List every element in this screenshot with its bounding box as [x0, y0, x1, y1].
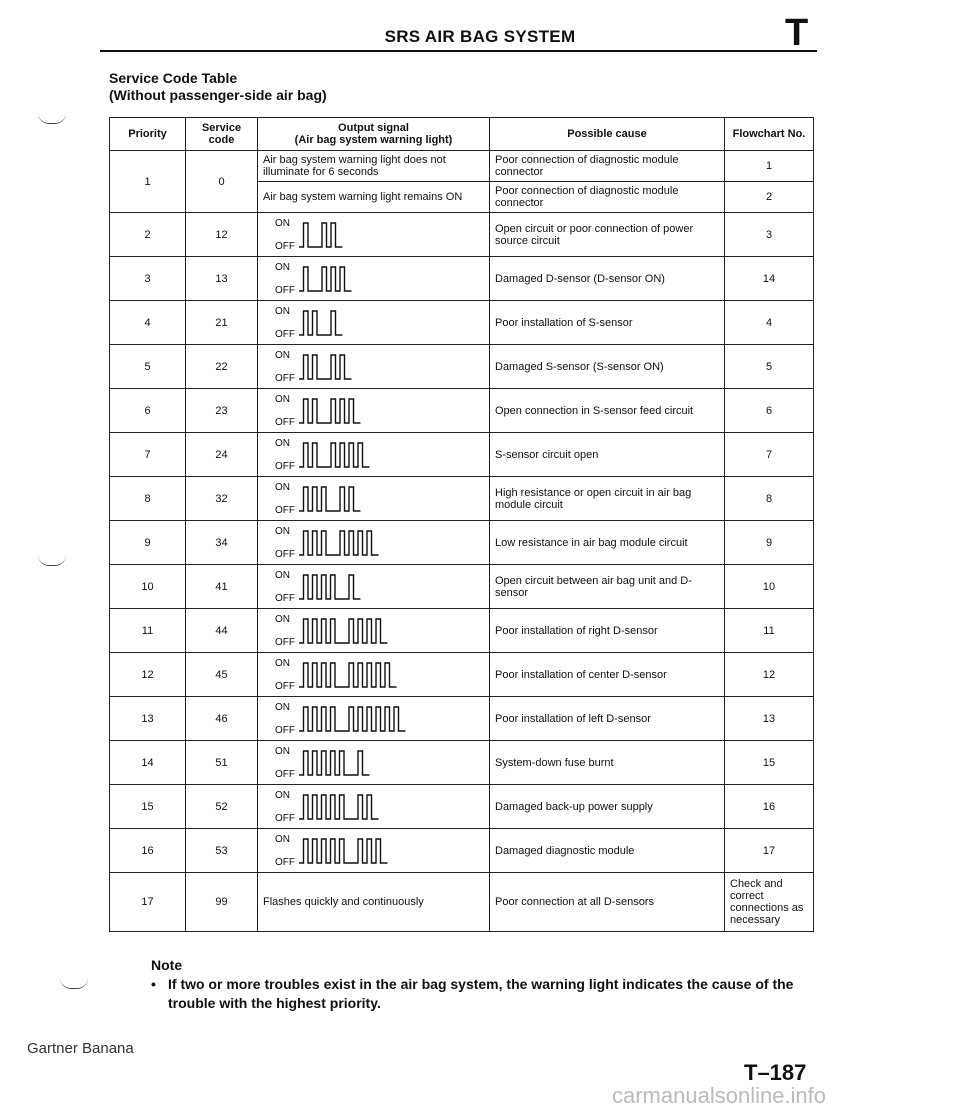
possible-cause-cell: Open circuit between air bag unit and D-sensor: [490, 565, 725, 609]
service-code-cell: 24: [186, 433, 258, 477]
priority-cell: 9: [110, 521, 186, 565]
table-row: [110, 301, 814, 345]
waveform-line: [299, 575, 361, 599]
signal-pattern: [263, 785, 484, 828]
output-signal-waveform: [299, 349, 354, 383]
signal-pattern: [263, 301, 484, 344]
priority-cell: 5: [110, 345, 186, 389]
waveform-line: [299, 311, 343, 335]
waveform-line: [299, 443, 370, 467]
priority-cell: 6: [110, 389, 186, 433]
flowchart-cell: 14: [725, 257, 814, 301]
binding-mark: [38, 113, 66, 124]
service-code-cell: 51: [186, 741, 258, 785]
output-signal-cell: [258, 741, 490, 785]
waveform-line: [299, 355, 352, 379]
signal-pattern: [263, 609, 484, 652]
possible-cause-cell: Damaged back-up power supply: [490, 785, 725, 829]
signal-off-label: OFF: [275, 725, 295, 736]
service-code-cell: 0: [186, 151, 258, 213]
waveform-line: [299, 399, 361, 423]
flowchart-cell: 1: [725, 151, 814, 182]
signal-off-label: OFF: [275, 329, 295, 340]
waveform-line: [299, 223, 343, 247]
possible-cause-cell: High resistance or open circuit in air bag module circuit: [490, 477, 725, 521]
priority-cell: 16: [110, 829, 186, 873]
priority-cell: 11: [110, 609, 186, 653]
service-code-cell: 13: [186, 257, 258, 301]
column-header-output-signal: [258, 118, 490, 151]
priority-cell: 3: [110, 257, 186, 301]
signal-pattern: [263, 433, 484, 476]
table-row: [110, 433, 814, 477]
signal-on-label: ON: [275, 570, 290, 581]
possible-cause-cell: Low resistance in air bag module circuit: [490, 521, 725, 565]
flowchart-cell: 4: [725, 301, 814, 345]
signal-on-label: ON: [275, 658, 290, 669]
possible-cause-cell: System-down fuse burnt: [490, 741, 725, 785]
column-header-priority: Priority: [110, 118, 186, 151]
signal-off-label: OFF: [275, 857, 295, 868]
possible-cause-cell: Poor connection of diagnostic module connector: [490, 182, 725, 213]
signal-off-label: OFF: [275, 681, 295, 692]
output-signal-waveform: [299, 657, 399, 691]
signal-pattern: [263, 653, 484, 696]
signal-pattern: [263, 345, 484, 388]
flowchart-cell: 10: [725, 565, 814, 609]
waveform-line: [299, 267, 352, 291]
output-signal-waveform: [299, 481, 363, 515]
signal-pattern: [263, 521, 484, 564]
signal-off-label: OFF: [275, 373, 295, 384]
signal-pattern: [263, 257, 484, 300]
column-header-possible-cause: Possible cause: [490, 118, 725, 151]
signal-pattern: [263, 829, 484, 872]
service-code-cell: 34: [186, 521, 258, 565]
service-code-cell: 21: [186, 301, 258, 345]
possible-cause-cell: Damaged D-sensor (D-sensor ON): [490, 257, 725, 301]
possible-cause-cell: Poor installation of center D-sensor: [490, 653, 725, 697]
column-header-service-code: Service code: [186, 118, 258, 151]
output-signal-cell: [258, 521, 490, 565]
output-signal-waveform: [299, 833, 390, 867]
flowchart-cell: 3: [725, 213, 814, 257]
flowchart-cell: 7: [725, 433, 814, 477]
flowchart-cell: 11: [725, 609, 814, 653]
signal-on-label: ON: [275, 614, 290, 625]
service-code-cell: 45: [186, 653, 258, 697]
service-code-cell: 22: [186, 345, 258, 389]
signal-on-label: ON: [275, 790, 290, 801]
waveform-line: [299, 487, 361, 511]
signal-pattern: [263, 697, 484, 740]
waveform-line: [299, 663, 397, 687]
output-signal-waveform: [299, 393, 363, 427]
priority-cell: 17: [110, 873, 186, 932]
signal-pattern: [263, 477, 484, 520]
signal-off-label: OFF: [275, 241, 295, 252]
output-signal-cell: [258, 785, 490, 829]
waveform-line: [299, 707, 406, 731]
service-code-cell: 46: [186, 697, 258, 741]
priority-cell: 12: [110, 653, 186, 697]
output-signal-cell: [258, 301, 490, 345]
waveform-line: [299, 751, 370, 775]
output-signal-waveform: [299, 261, 354, 295]
section-title: Service Code Table: [109, 70, 238, 86]
output-signal-cell: [258, 565, 490, 609]
waveform-line: [299, 795, 379, 819]
output-signal-waveform: [299, 613, 390, 647]
output-signal-waveform: [299, 745, 372, 779]
output-signal-cell: [258, 213, 490, 257]
page-number: T–187: [744, 1060, 807, 1085]
priority-cell: 10: [110, 565, 186, 609]
section-subtitle: (Without passenger-side air bag): [109, 87, 327, 103]
possible-cause-cell: Poor connection at all D-sensors: [490, 873, 725, 932]
output-signal-waveform: [299, 217, 345, 251]
flowchart-cell: 16: [725, 785, 814, 829]
priority-cell: 13: [110, 697, 186, 741]
service-code-cell: 53: [186, 829, 258, 873]
signal-on-label: ON: [275, 526, 290, 537]
header-rule: [100, 50, 817, 52]
signal-off-label: OFF: [275, 417, 295, 428]
table-row: [110, 873, 814, 932]
table-row: [110, 213, 814, 257]
flowchart-cell: 17: [725, 829, 814, 873]
output-signal-label: Output signal: [338, 122, 409, 134]
table-row: [110, 697, 814, 741]
table-row: [110, 829, 814, 873]
output-signal-cell: [258, 257, 490, 301]
signal-off-label: OFF: [275, 593, 295, 604]
signal-off-label: OFF: [275, 637, 295, 648]
signal-off-label: OFF: [275, 549, 295, 560]
possible-cause-cell: Poor connection of diagnostic module connector: [490, 151, 725, 182]
page-header-title: SRS AIR BAG SYSTEM: [384, 27, 576, 46]
service-code-cell: 12: [186, 213, 258, 257]
waveform-line: [299, 839, 388, 863]
possible-cause-cell: Damaged diagnostic module: [490, 829, 725, 873]
priority-cell: 2: [110, 213, 186, 257]
signal-pattern: [263, 741, 484, 784]
bullet-icon: •: [151, 976, 156, 992]
signal-off-label: OFF: [275, 505, 295, 516]
service-code-cell: 44: [186, 609, 258, 653]
signal-on-label: ON: [275, 218, 290, 229]
service-code-cell: 23: [186, 389, 258, 433]
priority-cell: 8: [110, 477, 186, 521]
site-watermark: carmanualsonline.info: [612, 1083, 827, 1108]
table-row: [110, 477, 814, 521]
output-signal-waveform: [299, 525, 381, 559]
table-row: [110, 389, 814, 433]
flowchart-cell: 2: [725, 182, 814, 213]
table-row: [110, 345, 814, 389]
table-header-row: [110, 118, 814, 151]
watermark-name: Gartner Banana: [27, 1040, 134, 1057]
signal-on-label: ON: [275, 482, 290, 493]
signal-off-label: OFF: [275, 461, 295, 472]
table-row: [110, 521, 814, 565]
table-row: [110, 741, 814, 785]
flowchart-cell: 13: [725, 697, 814, 741]
flowchart-cell: 12: [725, 653, 814, 697]
signal-off-label: OFF: [275, 285, 295, 296]
possible-cause-cell: S-sensor circuit open: [490, 433, 725, 477]
binding-mark: [38, 555, 66, 566]
section-letter: T: [785, 12, 809, 54]
possible-cause-cell: Poor installation of S-sensor: [490, 301, 725, 345]
priority-cell: 15: [110, 785, 186, 829]
priority-cell: 1: [110, 151, 186, 213]
output-signal-cell: Flashes quickly and continuously: [258, 873, 490, 932]
service-code-cell: 52: [186, 785, 258, 829]
signal-on-label: ON: [275, 306, 290, 317]
table-row: [110, 565, 814, 609]
possible-cause-cell: Open circuit or poor connection of power source circuit: [490, 213, 725, 257]
output-signal-cell: Air bag system warning light does not illuminate for 6 seconds: [258, 151, 490, 182]
possible-cause-cell: Damaged S-sensor (S-sensor ON): [490, 345, 725, 389]
priority-cell: 4: [110, 301, 186, 345]
signal-on-label: ON: [275, 394, 290, 405]
possible-cause-cell: Poor installation of right D-sensor: [490, 609, 725, 653]
service-code-cell: 99: [186, 873, 258, 932]
flowchart-cell: 6: [725, 389, 814, 433]
signal-on-label: ON: [275, 834, 290, 845]
table-row: [110, 609, 814, 653]
output-signal-waveform: [299, 701, 408, 735]
note-heading: Note: [151, 957, 183, 973]
signal-on-label: ON: [275, 746, 290, 757]
output-signal-cell: [258, 477, 490, 521]
waveform-line: [299, 531, 379, 555]
output-signal-cell: [258, 345, 490, 389]
note-item: [151, 975, 831, 1013]
flowchart-cell: 8: [725, 477, 814, 521]
possible-cause-cell: Poor installation of left D-sensor: [490, 697, 725, 741]
signal-on-label: ON: [275, 350, 290, 361]
output-signal-cell: [258, 389, 490, 433]
table-row: [110, 151, 814, 182]
signal-on-label: ON: [275, 438, 290, 449]
output-signal-waveform: [299, 789, 381, 823]
flowchart-cell: 9: [725, 521, 814, 565]
output-signal-cell: [258, 609, 490, 653]
section-heading: [109, 70, 327, 104]
signal-pattern: [263, 389, 484, 432]
priority-cell: 14: [110, 741, 186, 785]
output-signal-cell: [258, 697, 490, 741]
table-row: [110, 653, 814, 697]
service-code-cell: 41: [186, 565, 258, 609]
signal-on-label: ON: [275, 262, 290, 273]
output-signal-waveform: [299, 305, 345, 339]
flowchart-cell: 15: [725, 741, 814, 785]
table-row: [110, 257, 814, 301]
signal-pattern: [263, 213, 484, 256]
service-code-cell: 32: [186, 477, 258, 521]
output-signal-waveform: [299, 569, 363, 603]
waveform-line: [299, 619, 388, 643]
output-signal-cell: [258, 829, 490, 873]
table-row: [110, 785, 814, 829]
binding-mark: [60, 978, 88, 989]
signal-off-label: OFF: [275, 813, 295, 824]
output-signal-cell: Air bag system warning light remains ON: [258, 182, 490, 213]
output-signal-cell: [258, 433, 490, 477]
flowchart-cell: 5: [725, 345, 814, 389]
priority-cell: 7: [110, 433, 186, 477]
output-signal-waveform: [299, 437, 372, 471]
output-signal-cell: [258, 653, 490, 697]
flowchart-cell: Check and correct connections as necessary: [725, 873, 814, 932]
note-text: If two or more troubles exist in the air bag system, the warning light indicates the cause of the trouble with the highest priority.: [168, 976, 794, 1011]
signal-pattern: [263, 565, 484, 608]
column-header-flowchart: Flowchart No.: [725, 118, 814, 151]
signal-on-label: ON: [275, 702, 290, 713]
signal-off-label: OFF: [275, 769, 295, 780]
service-code-table: [109, 117, 814, 932]
possible-cause-cell: Open connection in S-sensor feed circuit: [490, 389, 725, 433]
output-signal-sublabel: (Air bag system warning light): [294, 134, 453, 146]
